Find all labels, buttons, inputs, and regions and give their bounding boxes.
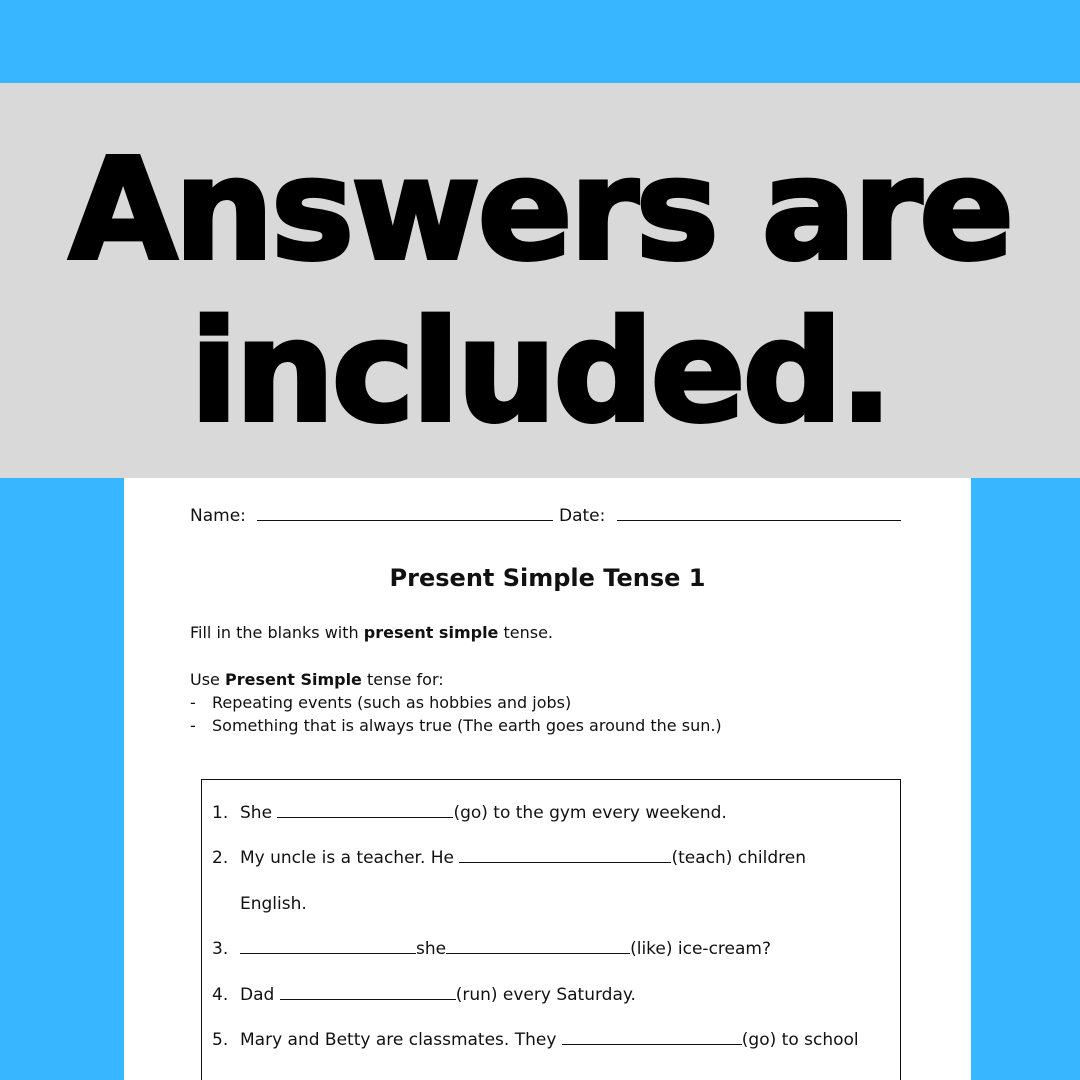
headline-line-2: included. xyxy=(190,291,890,454)
answer-blank xyxy=(277,803,453,818)
question-4 xyxy=(212,985,636,1005)
question-text: (go) to the gym every weekend. xyxy=(453,803,727,823)
question-5 xyxy=(212,1030,859,1050)
question-number: 3. xyxy=(212,939,229,959)
answer-blank xyxy=(459,848,671,863)
usage-heading xyxy=(190,670,444,689)
name-blank xyxy=(257,506,553,521)
question-text: She xyxy=(240,803,278,823)
name-label: Name: xyxy=(190,506,246,526)
headline-line-1: Answers are xyxy=(68,129,1012,292)
usage-bullet-1-text: Repeating events (such as hobbies and jobs) xyxy=(212,693,572,712)
question-2 xyxy=(212,848,806,868)
question-1 xyxy=(212,803,727,823)
usage-bullet-1: - Repeating events (such as hobbies and jobs) xyxy=(190,693,572,712)
instruction-text xyxy=(190,623,553,642)
worksheet-title: Present Simple Tense 1 xyxy=(389,564,706,592)
usage-bullet-2: - Something that is always true (The earth goes around the sun.) xyxy=(190,716,722,735)
instruction-pre: Fill in the blanks with xyxy=(190,623,364,642)
instruction-bold: present simple xyxy=(363,623,499,642)
question-2-continued xyxy=(212,894,307,914)
question-text: (like) ice-cream? xyxy=(630,939,771,959)
exercise-box xyxy=(201,779,901,1080)
question-number: 2. xyxy=(212,848,229,868)
question-number: 4. xyxy=(212,985,229,1005)
question-text: English. xyxy=(240,894,307,914)
answer-blank xyxy=(240,939,416,954)
usage-pre: Use xyxy=(190,670,225,689)
date-field xyxy=(559,506,901,526)
name-field xyxy=(190,506,553,526)
question-number: 5. xyxy=(212,1030,229,1050)
usage-post: tense for: xyxy=(361,670,444,689)
answer-blank xyxy=(280,985,456,1000)
question-text: (run) every Saturday. xyxy=(455,985,636,1005)
question-text: she xyxy=(416,939,447,959)
answer-blank xyxy=(562,1030,742,1045)
date-blank xyxy=(617,506,901,521)
instruction-post: tense. xyxy=(498,623,554,642)
question-text: (go) to school xyxy=(741,1030,859,1050)
question-text: Mary and Betty are classmates. They xyxy=(240,1030,562,1050)
question-text: (teach) children xyxy=(671,848,806,868)
question-number: 1. xyxy=(212,803,229,823)
worksheet-page xyxy=(124,478,971,1080)
headline-banner xyxy=(0,83,1080,478)
usage-bold: Present Simple xyxy=(224,670,362,689)
question-text: Dad xyxy=(240,985,280,1005)
question-text: My uncle is a teacher. He xyxy=(240,848,460,868)
usage-bullet-2-text: Something that is always true (The earth goes around the sun.) xyxy=(212,716,722,735)
answer-blank xyxy=(446,939,630,954)
top-color-strip xyxy=(0,0,1080,83)
question-3 xyxy=(212,939,771,959)
date-label: Date: xyxy=(559,506,606,526)
